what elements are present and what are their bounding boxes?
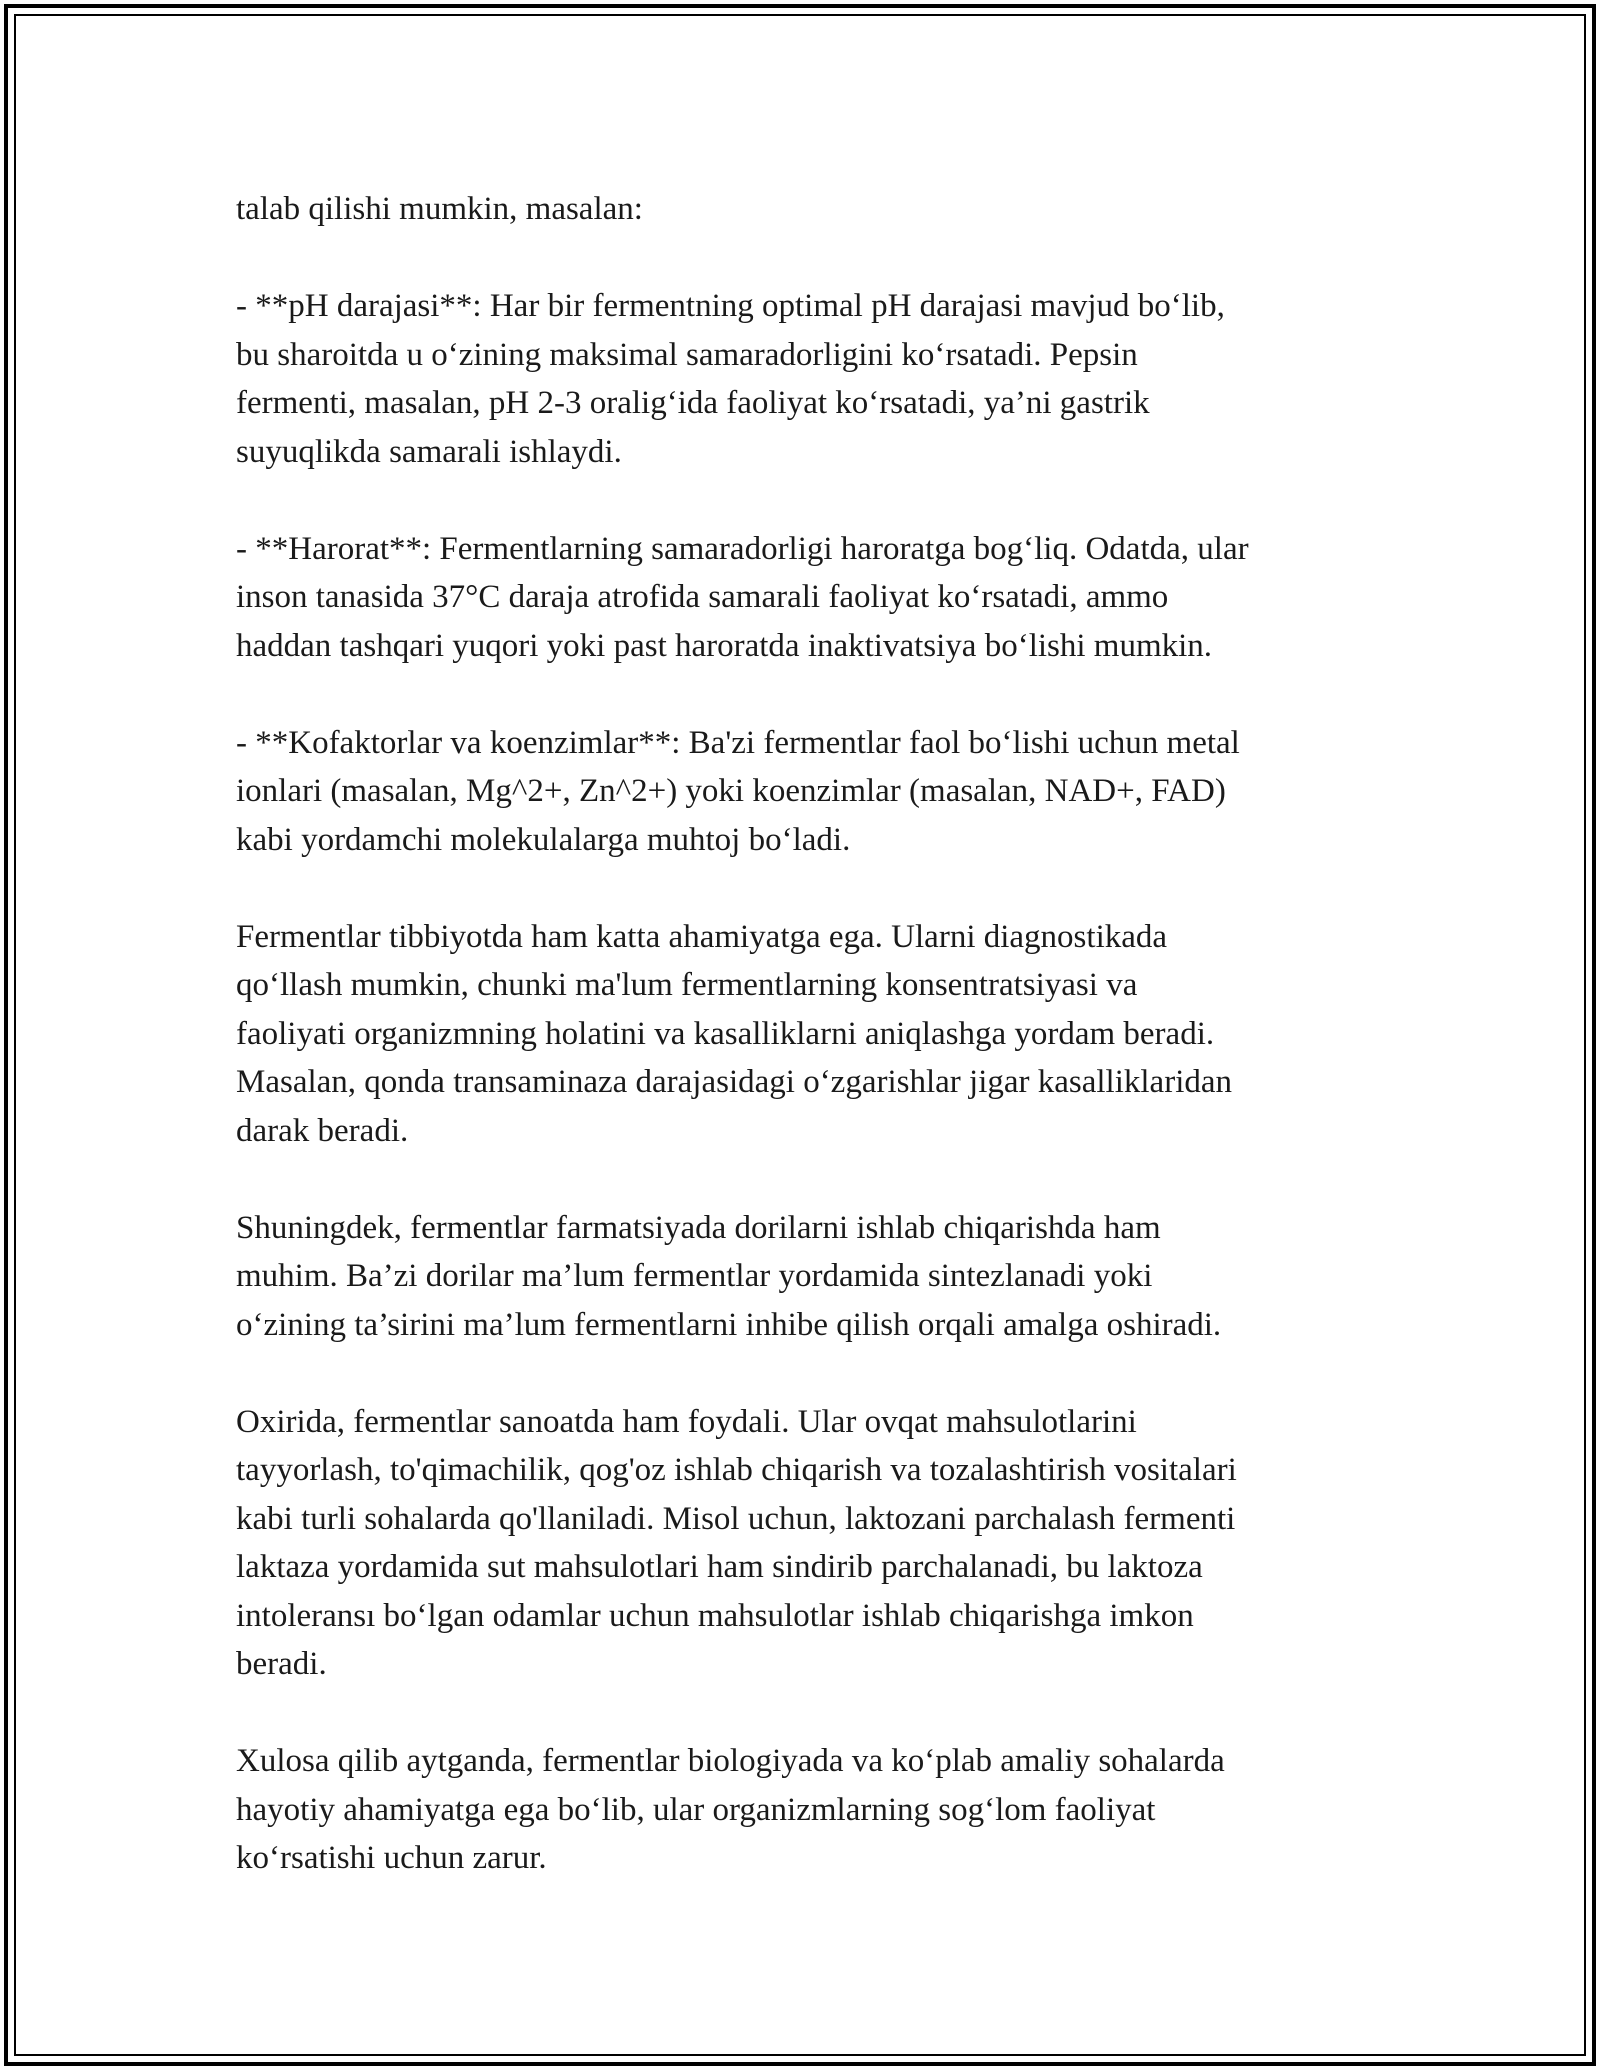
text-line: tayyorlash, to'qimachilik, qog'oz ishlab chiqarish va tozalashtirish vositalari — [236, 1452, 1237, 1488]
text-line: kabi yordamchi molekulalarga muhtoj bo‘ladi. — [236, 821, 851, 858]
text-line: hayotiy ahamiyatga ega bo‘lib, ular organizmlarning sog‘lom faoliyat — [236, 1791, 1156, 1828]
text-line: inson tanasida 37°C daraja atrofida samarali faoliyat ko‘rsatadi, ammo — [236, 579, 1169, 615]
text-line: laktaza yordamida sut mahsulotlari ham sindirib parchalanadi, bu laktoza — [236, 1549, 1203, 1585]
text-line: bu sharoitda u o‘zining maksimal samaradorligini ko‘rsatadi. Pepsin — [236, 336, 1138, 373]
text-line: intoleransı bo‘lgan odamlar uchun mahsulotlar ishlab chiqarishga imkon — [236, 1597, 1194, 1634]
text-line: Fermentlar tibbiyotda ham katta ahamiyatga ega. Ularni diagnostikada — [236, 918, 1168, 955]
text-line: muhim. Ba’zi dorilar ma’lum fermentlar yordamida sintezlanadi yoki — [236, 1258, 1153, 1294]
text-line: ionlari (masalan, Mg^2+, Zn^2+) yoki koenzimlar (masalan, NAD+, FAD) — [236, 773, 1226, 809]
paragraph-3 — [236, 525, 1376, 671]
text-line: - **Harorat**: Fermentlarning samaradorligi haroratga bog‘liq. Odatda, ular — [236, 530, 1249, 567]
text-line: beradi. — [236, 1646, 327, 1682]
text-line: - **Kofaktorlar va koenzimlar**: Ba'zi fermentlar faol bo‘lishi uchun metal — [236, 724, 1240, 761]
paragraph-4 — [236, 719, 1376, 865]
paragraph-5 — [236, 913, 1376, 1156]
text-line: Oxirida, fermentlar sanoatda ham foydali. Ular ovqat mahsulotlarini — [236, 1403, 1137, 1440]
paragraph-6 — [236, 1204, 1376, 1350]
text-line: Masalan, qonda transaminaza darajasidagi o‘zgarishlar jigar kasalliklaridan — [236, 1064, 1233, 1100]
text-line: haddan tashqari yuqori yoki past haroratda inaktivatsiya bo‘lishi mumkin. — [236, 627, 1213, 664]
text-line: - **pH darajasi**: Har bir fermentning optimal pH darajasi mavjud bo‘lib, — [236, 288, 1225, 324]
paragraph-8 — [236, 1737, 1376, 1883]
text-line: suyuqlikda samarali ishlaydi. — [236, 433, 622, 470]
document-body — [236, 185, 1376, 1883]
text-line: Shuningdek, fermentlar farmatsiyada dorilarni ishlab chiqarishda ham — [236, 1209, 1161, 1246]
text-line: qo‘llash mumkin, chunki ma'lum fermentlarning konsentratsiyasi va — [236, 967, 1138, 1003]
text-line: darak beradi. — [236, 1112, 409, 1149]
paragraph-2 — [236, 282, 1376, 476]
text-line: o‘zining ta’sirini ma’lum fermentlarni inhibe qilish orqali amalga oshiradi. — [236, 1306, 1222, 1343]
paragraph-7 — [236, 1398, 1376, 1689]
text-line: ko‘rsatishi uchun zarur. — [236, 1840, 547, 1876]
text-line: kabi turli sohalarda qo'llaniladi. Misol uchun, laktozani parchalash fermenti — [236, 1500, 1236, 1537]
text-line: faoliyati organizmning holatini va kasalliklarni aniqlashga yordam beradi. — [236, 1015, 1215, 1052]
text-line: talab qilishi mumkin, masalan: — [236, 191, 643, 227]
text-line: Xulosa qilib aytganda, fermentlar biologiyada va ko‘plab amaliy sohalarda — [236, 1743, 1225, 1779]
text-line: fermenti, masalan, pH 2-3 oralig‘ida faoliyat ko‘rsatadi, ya’ni gastrik — [236, 385, 1150, 421]
paragraph-1 — [236, 185, 1376, 234]
